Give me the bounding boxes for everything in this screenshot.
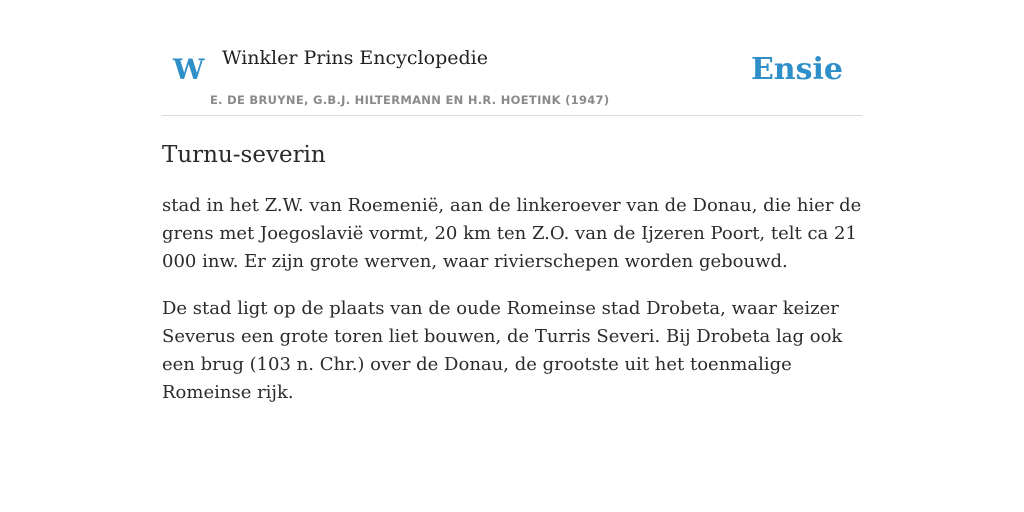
entry-paragraph: stad in het Z.W. van Roemenië, aan de linkeroever van de Donau, die hier de grens met Joegoslavië vormt, 20 km ten Z.O. van de Ijzeren Poort, telt ca 21 000 inw. Er zijn grote werven, waar rivierschepen worden gebouwd. [162, 195, 862, 272]
entry-paragraph: De stad ligt op de plaats van de oude Romeinse stad Drobeta, waar keizer Severus een grote toren liet bouwen, de Turris Severi. Bij Drobeta lag ook een brug (103 n. Chr.) over de Donau, de grootste uit het toenmalige Romeinse rijk. [162, 298, 843, 403]
encyclopedia-header [162, 0, 862, 116]
article-container [162, 0, 862, 403]
entry-title: Turnu-severin [162, 142, 326, 168]
winkler-prins-logo[interactable]: W [173, 53, 205, 86]
encyclopedia-title[interactable]: Winkler Prins Encyclopedie [222, 47, 488, 69]
ensie-logo[interactable]: Ensie [750, 52, 843, 87]
authors-line: E. DE BRUYNE, G.B.J. HILTERMANN EN H.R. HOETINK (1947) [210, 93, 610, 107]
entry-body [162, 192, 862, 426]
